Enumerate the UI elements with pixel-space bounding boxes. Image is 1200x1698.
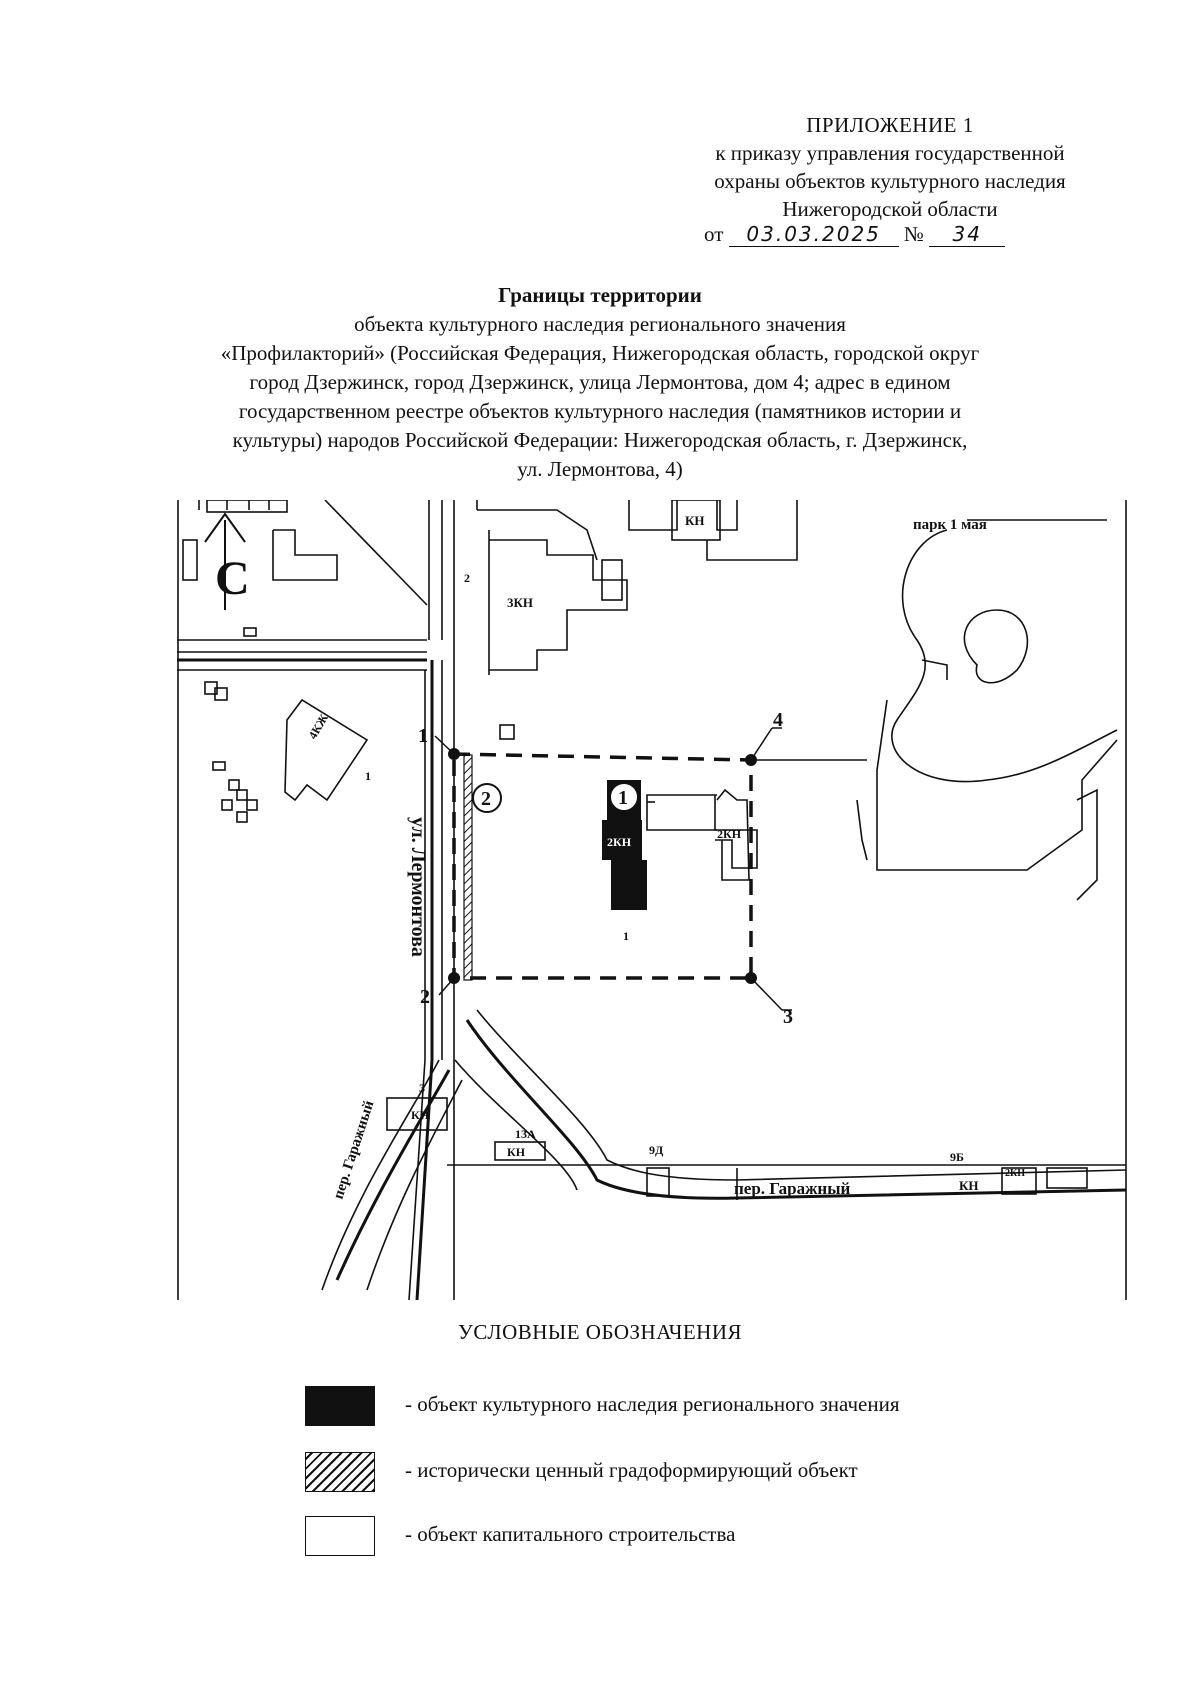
title-heading: Границы территории (498, 283, 702, 307)
building-1-left: 1 (365, 769, 371, 783)
building-2kn-right: 2КН (717, 827, 742, 841)
point-1-label: 1 (418, 725, 428, 747)
building-1-center: 1 (623, 929, 629, 943)
order-number: 34 (952, 222, 982, 246)
street-garazhny-label-2: пер. Гаражный (734, 1179, 851, 1198)
north-arrow (205, 514, 250, 610)
building-kn-bottom-left: КН (411, 1108, 430, 1122)
street-lermontova-label: ул. Лермонтова (407, 817, 429, 957)
point-2-label: 2 (420, 986, 430, 1008)
building-9b: 9Б (950, 1150, 964, 1164)
number-prefix: № (903, 222, 924, 246)
date-prefix: от (704, 222, 724, 246)
object-1-marker: 1 (618, 787, 628, 809)
building-3kn: 3КН (507, 595, 534, 610)
title-line-3: город Дзержинск, город Дзержинск, улица Лермонтова, дом 4; адрес в едином (249, 370, 951, 394)
building-kn-top: КН (685, 513, 705, 528)
appendix-line-1: к приказу управления государственной (715, 141, 1065, 165)
legend-text-capital: - объект капитального строительства (405, 1522, 736, 1546)
building-2kn-bottom-right: 2КН (1005, 1168, 1026, 1179)
park-label: парк 1 мая (913, 517, 987, 533)
site-map (177, 500, 1127, 1300)
title-line-6: ул. Лермонтова, 4) (517, 457, 683, 481)
order-date: 03.03.2025 (746, 222, 881, 246)
appendix-header (710, 111, 1070, 223)
title-line-1: объекта культурного наследия регионального значения (354, 312, 846, 336)
document-title (150, 281, 1050, 484)
building-kn-13a: КН (507, 1145, 526, 1159)
title-line-4: государственном реестре объектов культурного наследия (памятников истории и (238, 399, 962, 423)
legend-swatch-white (305, 1516, 375, 1556)
building-9d: 9Д (649, 1143, 664, 1157)
title-line-2: «Профилакторий» (Российская Федерация, Нижегородская область, городской округ (220, 341, 980, 365)
building-2-top: 2 (464, 571, 470, 585)
appendix-line-2: охраны объектов культурного наследия (714, 169, 1066, 193)
object-2-marker: 2 (481, 788, 491, 810)
building-4kzh: 4КЖ (305, 711, 331, 742)
point-4-label: 4 (773, 709, 783, 731)
legend-swatch-hatched (305, 1452, 375, 1492)
appendix-line-3: Нижегородской области (782, 197, 998, 221)
north-label: С (215, 552, 250, 605)
title-line-5: культуры) народов Российской Федерации: Нижегородская область, г. Дзержинск, (232, 428, 968, 452)
legend-text-heritage: - объект культурного наследия регионального значения (405, 1392, 900, 1416)
point-3-label: 3 (783, 1006, 793, 1028)
order-date-line (704, 222, 1005, 247)
appendix-number: ПРИЛОЖЕНИЕ 1 (806, 113, 974, 137)
building-3: 3 (419, 1081, 425, 1095)
legend-title: УСЛОВНЫЕ ОБОЗНАЧЕНИЯ (457, 1320, 743, 1344)
legend-text-historic: - исторически ценный градоформирующий объект (405, 1458, 858, 1482)
legend-swatch-black (305, 1386, 375, 1426)
building-2kn-main: 2КН (607, 835, 632, 849)
building-kn-9b: КН (959, 1178, 979, 1193)
building-13a: 13А (515, 1127, 536, 1141)
territory-boundary (454, 754, 751, 978)
historic-object-hatched (464, 755, 472, 980)
street-garazhny-label-1: пер. Гаражный (330, 1098, 378, 1202)
